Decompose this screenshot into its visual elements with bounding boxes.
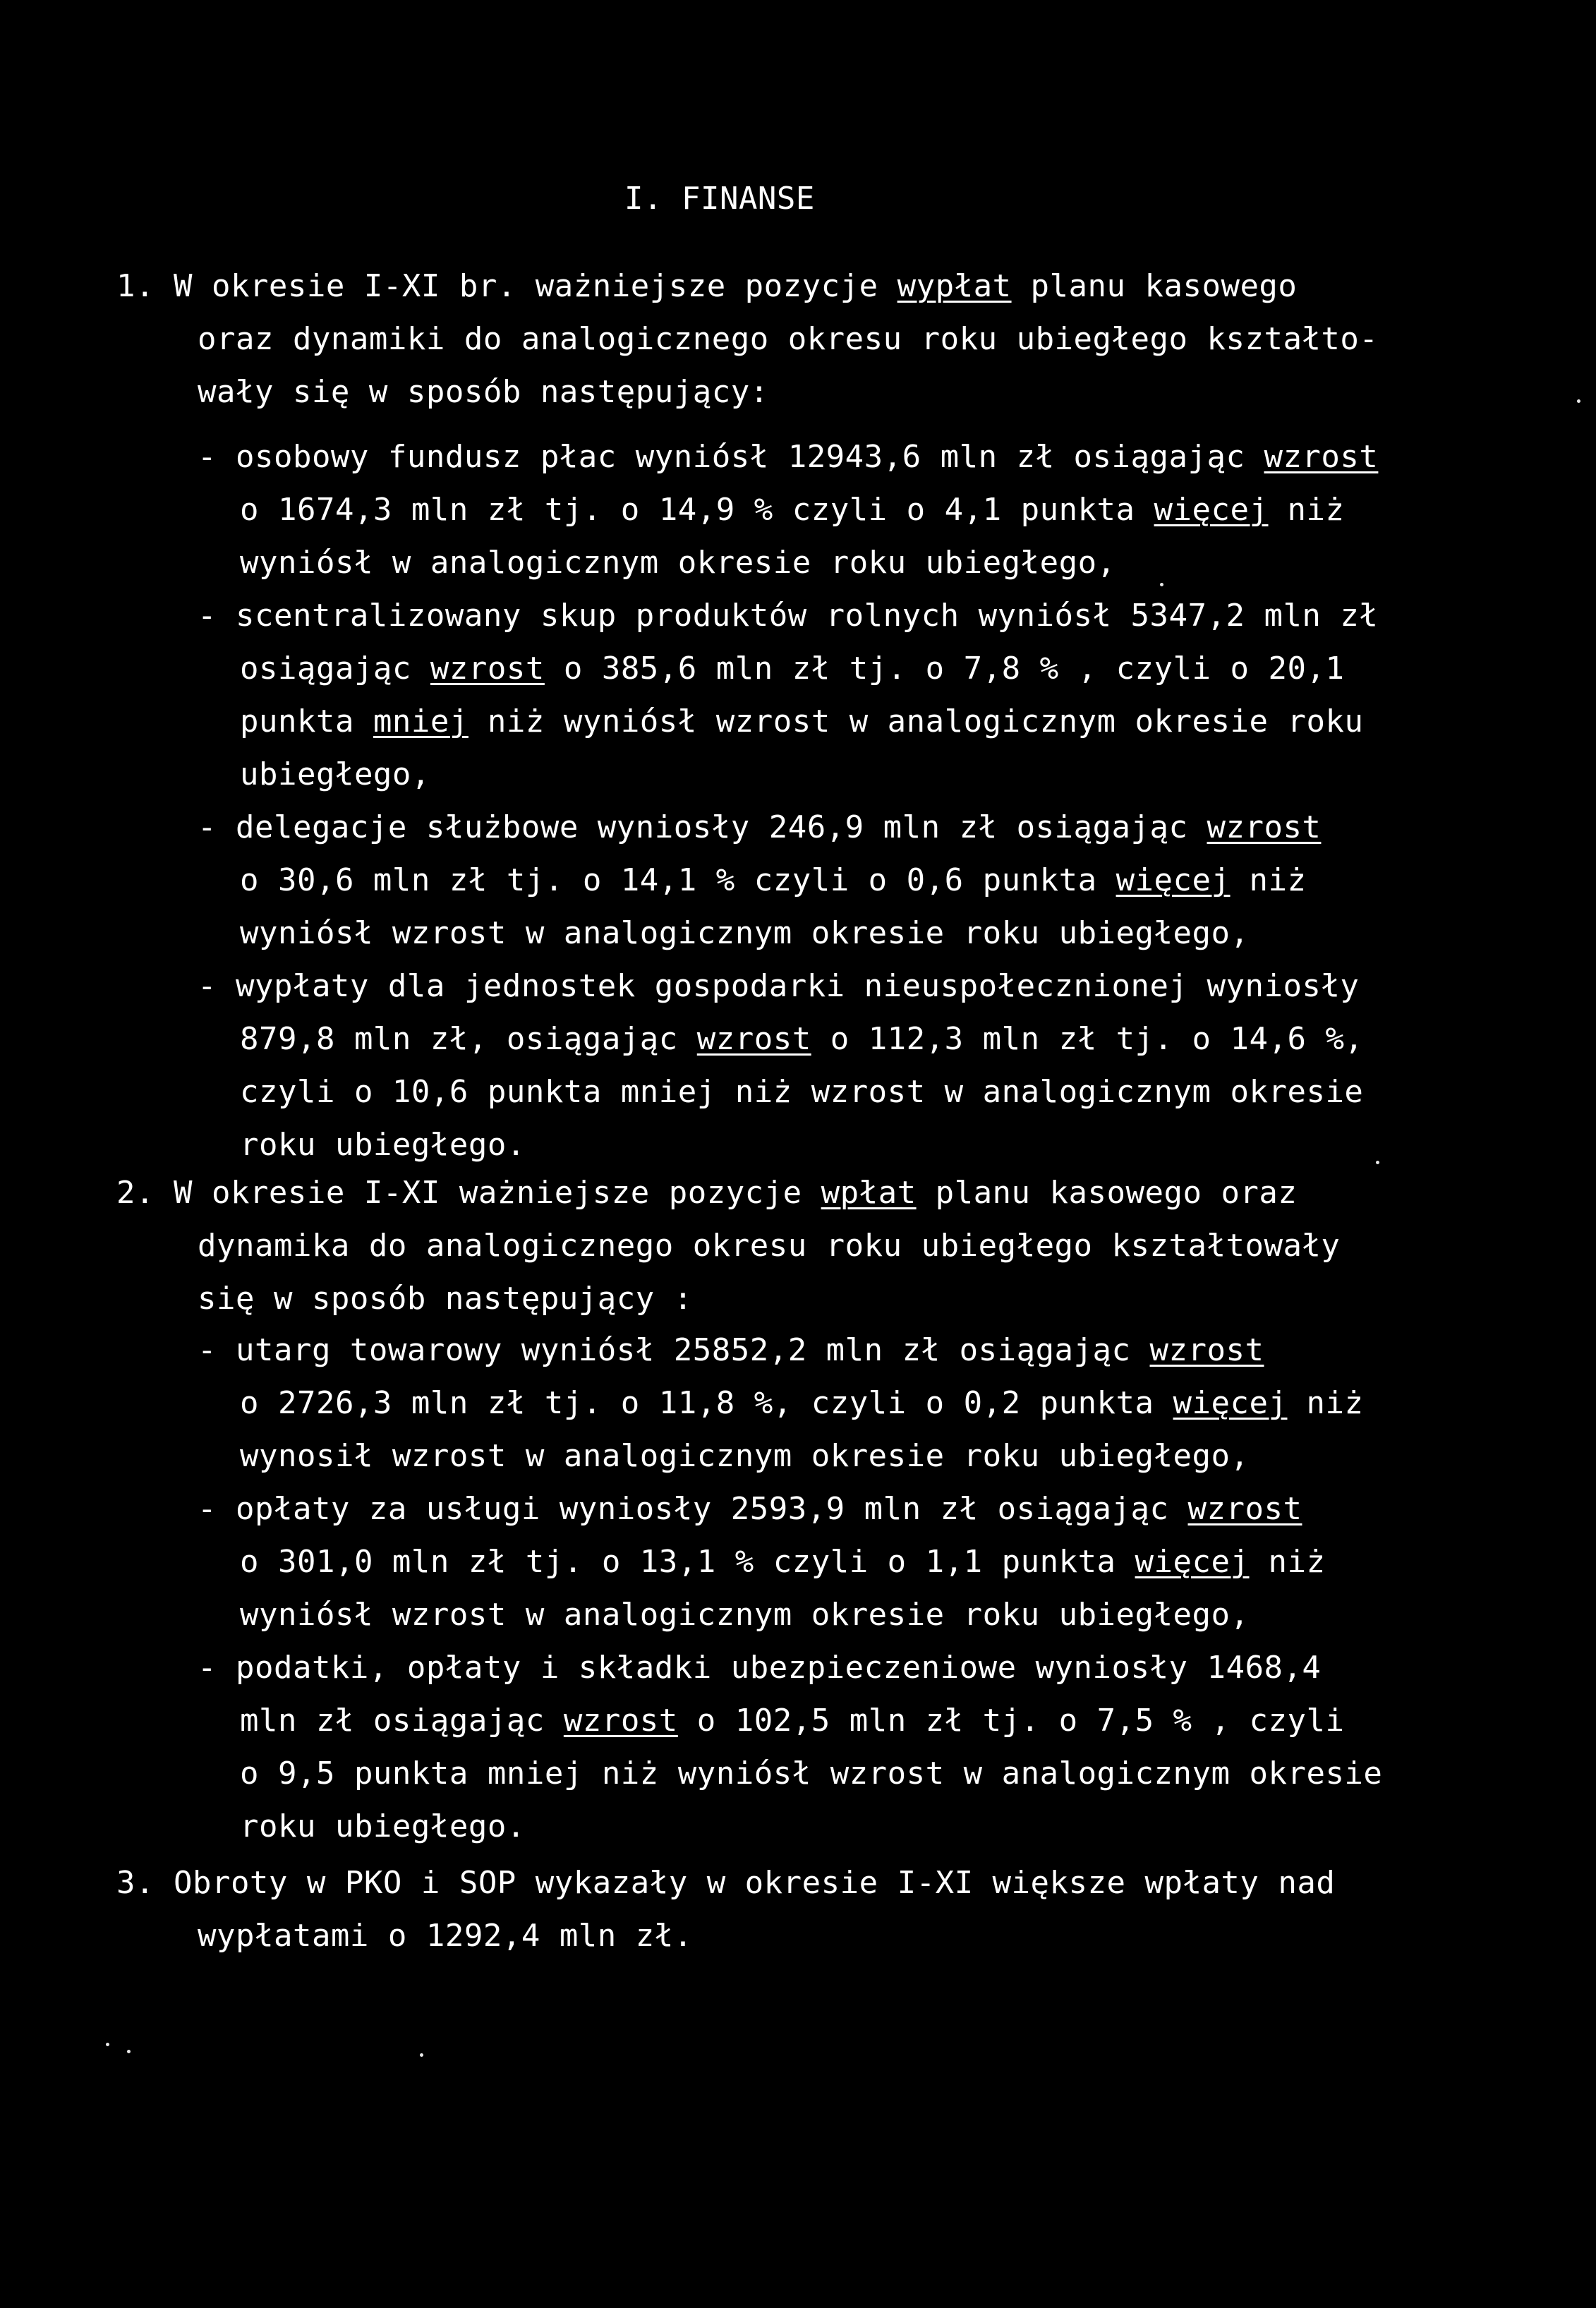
- underlined-word: wzrost: [1149, 1332, 1264, 1368]
- text-segment: niż: [1287, 1385, 1364, 1421]
- underlined-word: więcej: [1154, 492, 1269, 528]
- text-line: [116, 268, 1297, 305]
- text-segment: niż: [1268, 492, 1345, 528]
- text-line: [198, 439, 1378, 476]
- text-segment: wyniósł wzrost w analogicznym okresie roku ubiegłego,: [240, 915, 1250, 951]
- text-segment: czyli o 10,6 punkta mniej niż wzrost w analogicznym okresie: [240, 1074, 1364, 1110]
- text-segment: niż wyniósł wzrost w analogicznym okresie roku: [468, 703, 1364, 739]
- underlined-word: wzrost: [563, 1703, 678, 1739]
- text-segment: o 9,5 punkta mniej niż wyniósł wzrost w analogicznym okresie: [240, 1756, 1383, 1792]
- text-segment: wały się w sposób następujący:: [198, 374, 769, 410]
- underlined-word: mniej: [373, 703, 468, 739]
- text-segment: niż: [1249, 1544, 1326, 1580]
- scan-speck: [127, 2050, 131, 2053]
- scan-speck: [1160, 583, 1163, 586]
- text-segment: dynamika do analogicznego okresu roku ubiegłego kształtowały: [198, 1228, 1341, 1264]
- text-line: [198, 1228, 1340, 1264]
- underlined-word: wzrost: [1187, 1491, 1302, 1527]
- text-line: [240, 1074, 1363, 1111]
- underlined-word: wzrost: [430, 651, 545, 687]
- text-line: [198, 1491, 1302, 1528]
- text-line: [198, 321, 1378, 358]
- text-segment: 1. W okresie I-XI br. ważniejsze pozycje: [116, 268, 897, 304]
- text-segment: o 112,3 mln zł tj. o 14,6 %,: [811, 1021, 1364, 1057]
- underlined-word: wzrost: [1264, 439, 1379, 475]
- text-segment: 3. Obroty w PKO i SOP wykazały w okresie I-XI większe wpłaty nad: [116, 1865, 1336, 1901]
- text-line: [240, 756, 430, 793]
- text-segment: mln zł osiągając: [240, 1703, 564, 1739]
- text-line: [198, 1918, 693, 1954]
- text-line: [116, 1865, 1335, 1902]
- text-line: [240, 1544, 1325, 1581]
- text-segment: o 385,6 mln zł tj. o 7,8 % , czyli o 20,1: [544, 651, 1345, 687]
- text-line: [198, 1281, 693, 1317]
- text-segment: roku ubiegłego.: [240, 1127, 526, 1163]
- text-segment: 2. W okresie I-XI ważniejsze pozycje: [116, 1175, 821, 1211]
- text-segment: roku ubiegłego.: [240, 1808, 526, 1844]
- text-line: [240, 862, 1306, 899]
- text-segment: o 102,5 mln zł tj. o 7,5 % , czyli: [677, 1703, 1345, 1739]
- text-line: [240, 1703, 1344, 1739]
- text-segment: - podatki, opłaty i składki ubezpieczeniowe wyniosły 1468,4: [198, 1650, 1322, 1686]
- text-line: [198, 374, 769, 411]
- text-line: [240, 492, 1344, 528]
- text-segment: punkta: [240, 703, 373, 739]
- text-segment: niż: [1230, 862, 1307, 898]
- underlined-word: wpłat: [821, 1175, 917, 1211]
- text-line: [240, 1808, 526, 1845]
- text-line: [240, 703, 1363, 740]
- text-segment: planu kasowego: [1011, 268, 1298, 304]
- text-segment: osiągając: [240, 651, 430, 687]
- text-line: [240, 1438, 1249, 1475]
- underlined-word: wzrost: [696, 1021, 811, 1057]
- section-title: I. FINANSE: [624, 181, 815, 217]
- text-segment: - utarg towarowy wyniósł 25852,2 mln zł osiągając: [198, 1332, 1150, 1368]
- text-segment: o 1674,3 mln zł tj. o 14,9 % czyli o 4,1 punkta: [240, 492, 1154, 528]
- text-line: [116, 1175, 1297, 1212]
- text-segment: - wypłaty dla jednostek gospodarki nieuspołecznionej wyniosły: [198, 968, 1360, 1004]
- text-segment: 879,8 mln zł, osiągając: [240, 1021, 697, 1057]
- text-segment: wyniósł w analogicznym okresie roku ubiegłego,: [240, 545, 1116, 581]
- scan-speck: [420, 2053, 423, 2057]
- text-line: [240, 1021, 1363, 1058]
- text-segment: - opłaty za usługi wyniosły 2593,9 mln zł osiągając: [198, 1491, 1188, 1527]
- text-segment: - scentralizowany skup produktów rolnych wyniósł 5347,2 mln zł: [198, 598, 1379, 634]
- text-segment: się w sposób następujący :: [198, 1281, 693, 1317]
- text-line: [240, 1756, 1382, 1792]
- text-line: [240, 1385, 1363, 1422]
- text-line: [240, 915, 1249, 952]
- scan-speck: [106, 2043, 109, 2046]
- text-line: [198, 968, 1359, 1005]
- scan-speck: [1577, 399, 1580, 403]
- underlined-word: więcej: [1135, 1544, 1250, 1580]
- text-segment: planu kasowego oraz: [916, 1175, 1298, 1211]
- text-line: [198, 1332, 1264, 1369]
- text-segment: ubiegłego,: [240, 756, 430, 792]
- text-line: [240, 545, 1116, 581]
- text-segment: - osobowy fundusz płac wyniósł 12943,6 mln zł osiągając: [198, 439, 1264, 475]
- underlined-word: wypłat: [897, 268, 1012, 304]
- text-line: [198, 1650, 1321, 1686]
- text-line: [198, 809, 1321, 846]
- text-segment: o 301,0 mln zł tj. o 13,1 % czyli o 1,1 punkta: [240, 1544, 1135, 1580]
- text-segment: wyniósł wzrost w analogicznym okresie roku ubiegłego,: [240, 1597, 1250, 1633]
- text-segment: - delegacje służbowe wyniosły 246,9 mln zł osiągając: [198, 809, 1207, 845]
- text-segment: oraz dynamiki do analogicznego okresu roku ubiegłego kształto-: [198, 321, 1379, 357]
- underlined-word: więcej: [1173, 1385, 1288, 1421]
- text-line: [240, 1597, 1249, 1633]
- text-segment: o 30,6 mln zł tj. o 14,1 % czyli o 0,6 punkta: [240, 862, 1116, 898]
- underlined-word: więcej: [1116, 862, 1231, 898]
- text-line: [240, 651, 1344, 687]
- text-line: [198, 598, 1378, 634]
- text-segment: o 2726,3 mln zł tj. o 11,8 %, czyli o 0,2 punkta: [240, 1385, 1173, 1421]
- text-line: [240, 1127, 526, 1164]
- text-segment: wynosił wzrost w analogicznym okresie roku ubiegłego,: [240, 1438, 1250, 1474]
- underlined-word: wzrost: [1207, 809, 1322, 845]
- text-segment: wypłatami o 1292,4 mln zł.: [198, 1918, 693, 1954]
- scan-speck: [1376, 1161, 1379, 1164]
